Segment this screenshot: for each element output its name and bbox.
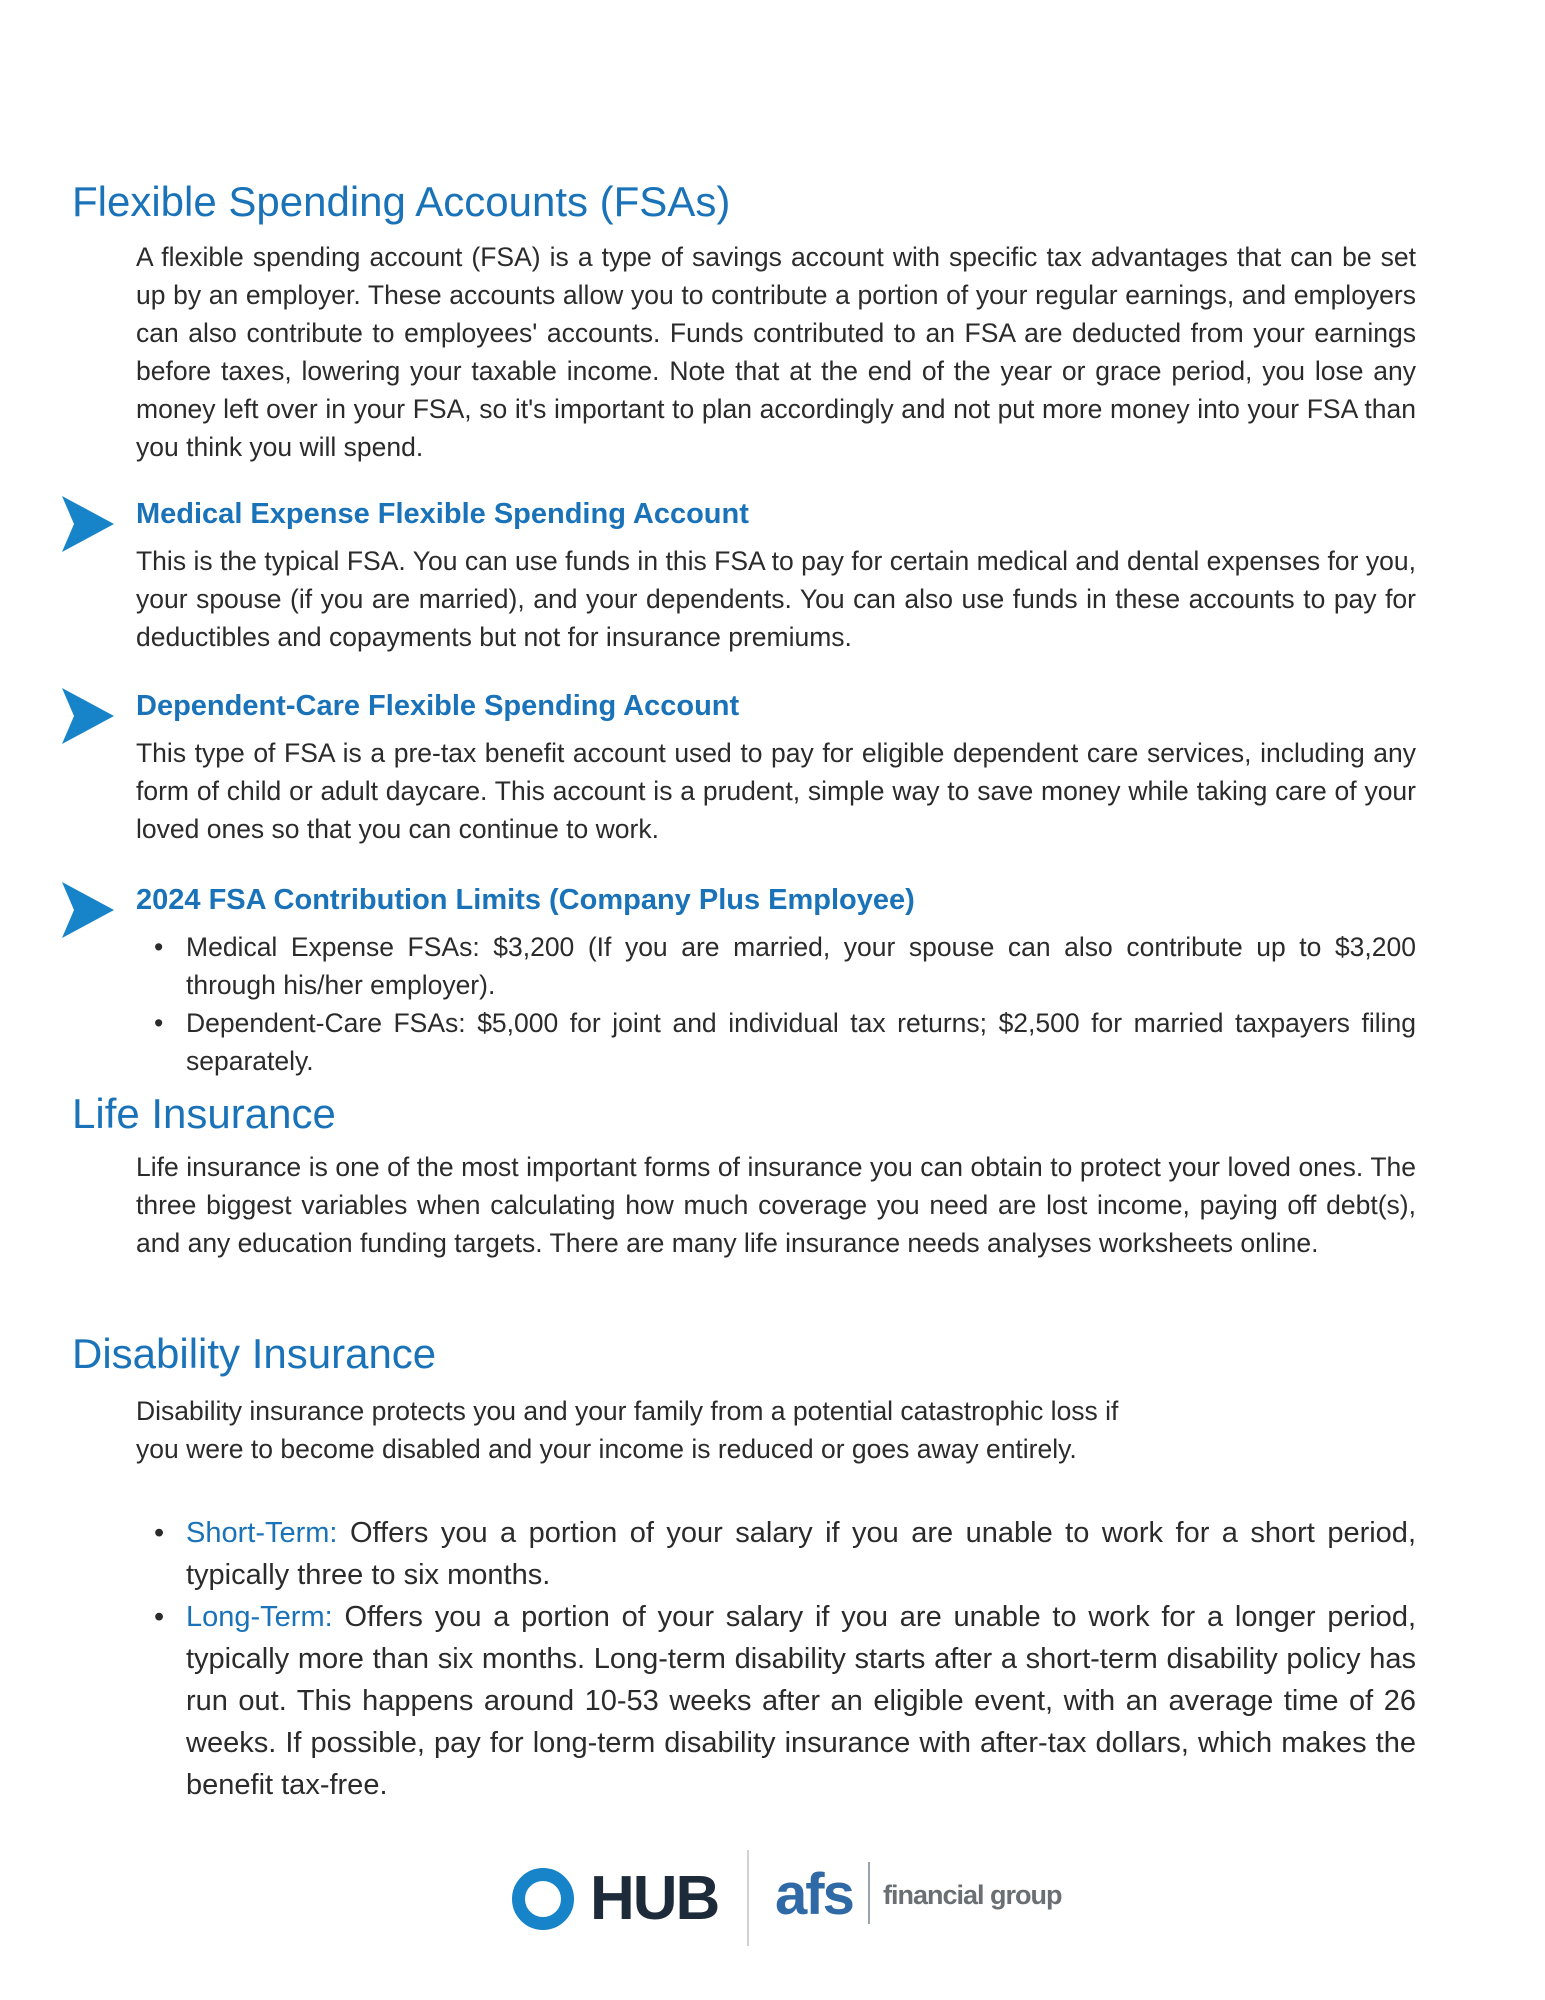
life-insurance-body: Life insurance is one of the most important forms of insurance you can obtain to protect your loved ones. The three biggest variables when calculating how much coverage you need are lost income, paying off debt(s), and any education funding targets. There are many life insurance needs analyses worksheets online.: [136, 1152, 1416, 1258]
bullet-dot-icon: •: [154, 1008, 164, 1038]
financial-group-text: financial group: [883, 1880, 1062, 1910]
fsa-intro-paragraph: A flexible spending account (FSA) is a type of savings account with specific tax advantages that can be set up by an employer. These accounts allow you to contribute a portion of your regular earnings, and employers can also contribute to employees' accounts. Funds contributed to an FSA are deducted from your earnings before taxes, lowering your taxable income. Note that at the end of the year or grace period, you lose any money left over in your FSA, so it's important to plan accordingly and not put more money into your FSA than you think you will spend.: [136, 242, 1416, 462]
dependent-care-fsa-body: This type of FSA is a pre-tax benefit account used to pay for eligible dependent care services, including any form of child or adult daycare. This account is a prudent, simple way to save money while taking care of your loved ones so that you can continue to work.: [136, 738, 1416, 844]
hub-ring-logo: [512, 1868, 574, 1930]
chevron-arrow-icon: [62, 882, 114, 938]
disability-types-list: [136, 1512, 1416, 1806]
disability-intro-line-1: Disability insurance protects you and your family from a potential catastrophic loss if: [136, 1396, 1119, 1426]
disability-intro-line-2: you were to become disabled and your income is reduced or goes away entirely.: [136, 1434, 1077, 1464]
medical-fsa-body: This is the typical FSA. You can use funds in this FSA to pay for certain medical and dental expenses for you, your spouse (if you are married), and your dependents. You can also use funds in these accounts to pay for deductibles and copayments but not for insurance premiums.: [136, 546, 1416, 652]
bullet-dot-icon: •: [154, 932, 164, 962]
bullet-dot-icon: •: [154, 1601, 165, 1633]
long-term-text: Offers you a portion of your salary if you are unable to work for a longer period, typically more than six months. Long-term disability starts after a short-term disability policy has run out. This happens around 10-53 weeks after an eligible event, with an average time of 26 weeks. If possible, pay for long-term disability insurance with after-tax dollars, which makes the benefit tax-free.: [186, 1601, 1416, 1801]
hub-logo-text: HUB: [590, 1864, 719, 1933]
logo-divider: [868, 1862, 870, 1924]
short-term-label: Short-Term:: [186, 1517, 338, 1549]
list-item-text: Medical Expense FSAs: $3,200 (If you are married, your spouse can also contribute up to $3,200 through his/her employer).: [186, 932, 1416, 1000]
list-item-text: Dependent-Care FSAs: $5,000 for joint and individual tax returns; $2,500 for married taxpayers filing separately.: [186, 1008, 1416, 1076]
fsa-section-title: Flexible Spending Accounts (FSAs): [72, 178, 731, 225]
life-insurance-title: Life Insurance: [72, 1090, 336, 1137]
disability-insurance-title: Disability Insurance: [72, 1330, 437, 1377]
list-item: [136, 1512, 1416, 1596]
afs-logo-text: afs: [775, 1862, 853, 1927]
long-term-label: Long-Term:: [186, 1601, 333, 1633]
dependent-care-fsa-heading: Dependent-Care Flexible Spending Account: [136, 690, 740, 722]
list-item: [136, 1596, 1416, 1806]
short-term-text: Offers you a portion of your salary if you are unable to work for a short period, typically three to six months.: [186, 1517, 1416, 1591]
medical-fsa-heading: Medical Expense Flexible Spending Account: [136, 498, 749, 530]
logo-divider: [747, 1850, 749, 1946]
list-item: [136, 1004, 1416, 1080]
fsa-limits-heading: 2024 FSA Contribution Limits (Company Plus Employee): [136, 884, 915, 916]
chevron-arrow-icon: [62, 688, 114, 744]
disability-insurance-intro: [136, 1392, 1416, 1468]
fsa-limits-list: [136, 928, 1416, 1080]
chevron-arrow-icon: [62, 496, 114, 552]
list-item: [136, 928, 1416, 1004]
footer-logos: [0, 1850, 1545, 1960]
bullet-dot-icon: •: [154, 1517, 165, 1549]
